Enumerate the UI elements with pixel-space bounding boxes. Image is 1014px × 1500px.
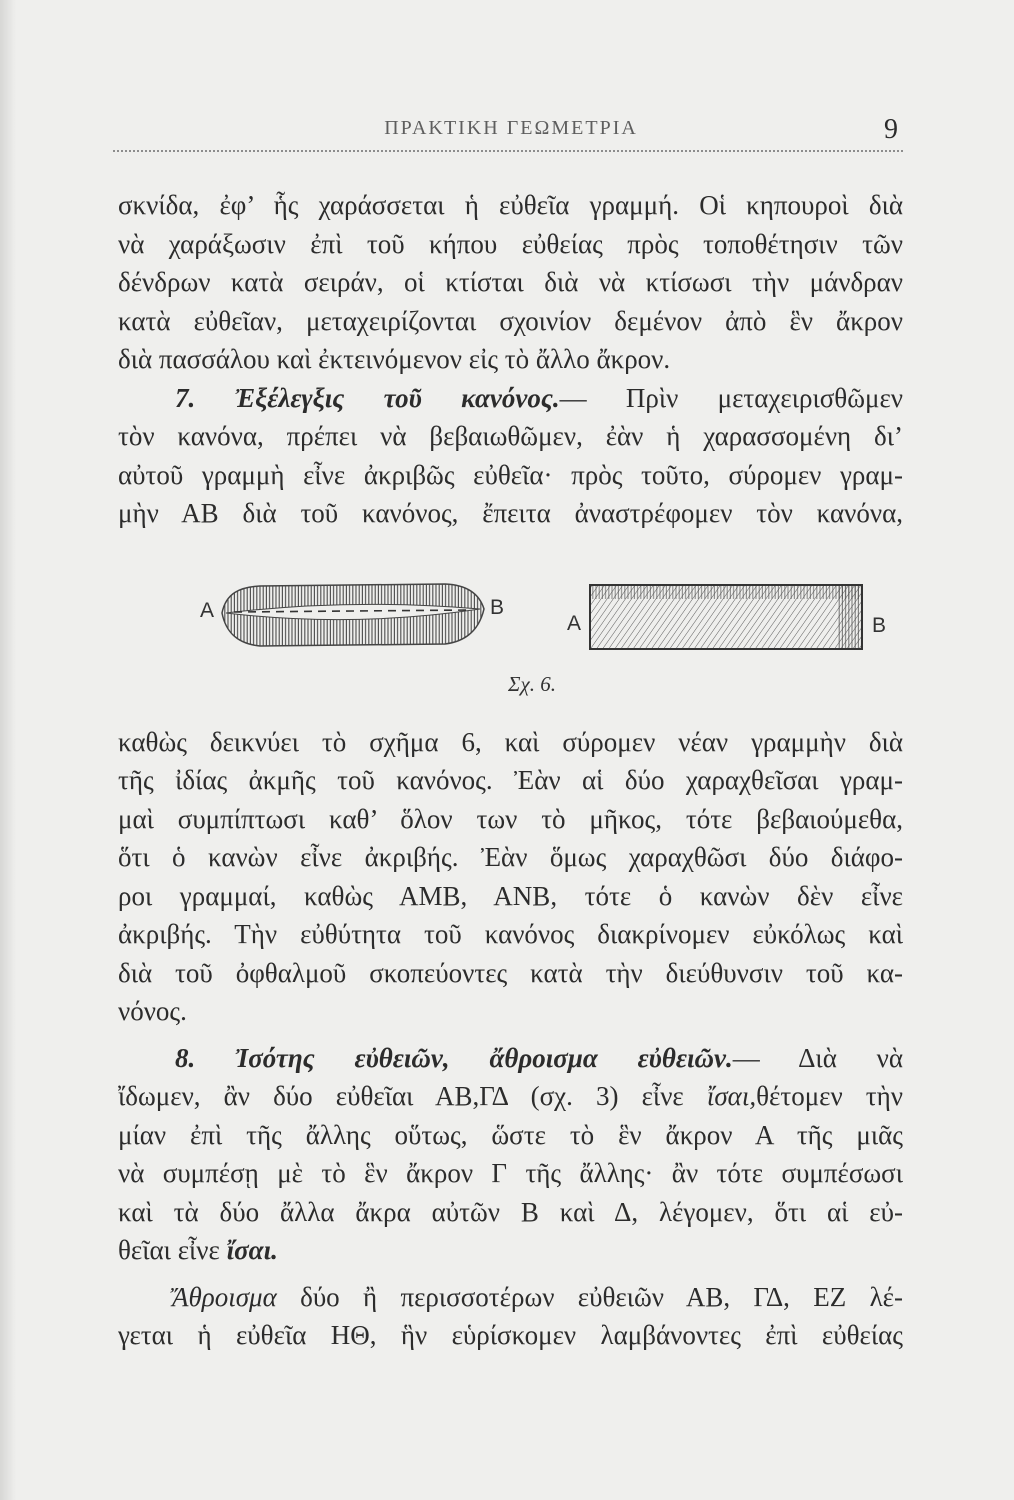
section-8-line-text: θεῖαι εἶνε xyxy=(118,1235,227,1265)
section-7-line: νόνος. xyxy=(118,996,187,1026)
section-7-lead-text: — Πρὶν μεταχειρισθῶμεν xyxy=(559,382,903,413)
section-7-line: ροι γραμμαί, καθὼς ΑΜΒ, ΑΝΒ, τότε ὁ κανὼν δὲν εἶνε xyxy=(118,880,903,911)
section-8-line-text: θέτομεν τὴν xyxy=(756,1081,903,1111)
section-7-line: καθὼς δεικνύει τὸ σχῆμα 6, καὶ σύρομεν νέαν γραμμὴν διὰ xyxy=(118,726,903,757)
figure-6-caption: Σχ. 6. xyxy=(508,671,556,696)
section-8-title: Ἰσότης εὐθειῶν, ἄθροισμα εὐθειῶν. xyxy=(235,1042,733,1073)
curved-ruler-start-label: A xyxy=(199,598,214,622)
curved-ruler-end-label: B xyxy=(490,595,505,619)
section-7-line: ὅτι ὁ κανὼν εἶνε ἀκριβής. Ἐὰν ὅμως χαραχθῶσι δύο διάφο- xyxy=(118,842,903,872)
running-title: ΠΡΑΚΤΙΚΗ ΓΕΩΜΕΤΡΙΑ xyxy=(384,117,638,139)
section-7-line: μὴν ΑΒ διὰ τοῦ κανόνος, ἔπειτα ἀναστρέφομεν τὸν κανόνα, xyxy=(118,498,903,528)
equal-emphasis: ἴσαι. xyxy=(226,1235,278,1265)
section-8-paragraph xyxy=(118,1039,903,1270)
straight-ruler-start-label: A xyxy=(566,611,581,635)
section-7-line: αὐτοῦ γραμμὴ εἶνε ἀκριβῶς εὐθεῖα· πρὸς τοῦτο, σύρομεν γραμ- xyxy=(118,459,903,490)
intro-line: σκνίδα, ἐφ’ ἧς χαράσσεται ἡ εὐθεῖα γραμμή. Οἱ κηπουροὶ διὰ xyxy=(118,190,903,220)
section-8-line: καὶ τὰ δύο ἄλλα ἄκρα αὐτῶν Β καὶ Δ, λέγομεν, ὅτι αἱ εὐ- xyxy=(118,1196,903,1227)
intro-line: δένδρων κατὰ σειράν, οἱ κτίσται διὰ νὰ κτίσωσι τὴν μάνδραν xyxy=(118,267,903,297)
sum-line xyxy=(118,1278,903,1317)
section-8-line-text: ἴδωμεν, ἂν δύο εὐθεῖαι ΑΒ,ΓΔ (σχ. 3) εἶνε xyxy=(118,1081,707,1111)
intro-line: κατὰ εὐθεῖαν, μεταχειρίζονται σχοινίον δεμένον ἀπὸ ἓν ἄκρον xyxy=(118,305,903,336)
equal-emphasis: ἴσαι, xyxy=(706,1081,757,1111)
sum-term: Ἄθροισμα xyxy=(172,1281,277,1312)
paragraph-gap xyxy=(118,1031,903,1039)
figure-6-drawing xyxy=(118,533,903,723)
scan-left-edge-shadow xyxy=(0,0,16,1500)
section-7-line: διὰ τοῦ ὀφθαλμοῦ σκοπεύοντες κατὰ τὴν διεύθυνσιν τοῦ κα- xyxy=(118,957,903,988)
section-7-title: Ἐξέλεγξις τοῦ κανόνος. xyxy=(234,382,560,413)
section-7-number: 7. xyxy=(175,382,196,413)
intro-line: νὰ χαράξωσιν ἐπὶ τοῦ κήπου εὐθείας πρὸς τοποθέτησιν τῶν xyxy=(118,228,903,259)
straight-ruler-right-end xyxy=(838,586,861,648)
section-7-line: τῆς ἰδίας ἀκμῆς τοῦ κανόνος. Ἐὰν αἱ δύο χαραχθεῖσαι γραμ- xyxy=(118,765,903,795)
intro-paragraph xyxy=(118,186,903,379)
sum-paragraph xyxy=(118,1278,903,1355)
section-8-lead-text: — Διὰ νὰ xyxy=(732,1042,903,1073)
straight-ruler-end-label: B xyxy=(872,613,887,637)
page-number: 9 xyxy=(884,114,898,145)
sum-line: γεται ἡ εὐθεῖα ΗΘ, ἣν εὑρίσκομεν λαμβάνοντες ἐπὶ εὐθείας xyxy=(118,1320,903,1350)
section-8-number: 8. xyxy=(175,1042,196,1073)
section-8-line: μίαν ἐπὶ τῆς ἄλλης οὕτως, ὥστε τὸ ἓν ἄκρον Α τῆς μιᾶς xyxy=(118,1119,903,1150)
section-8-line: νὰ συμπέσῃ μὲ τὸ ἓν ἄκρον Γ τῆς ἄλλης· ἂν τότε συμπέσωσι xyxy=(118,1158,903,1188)
paragraph-gap xyxy=(118,1270,903,1278)
intro-line: διὰ πασσάλου καὶ ἐκτεινόμενον εἰς τὸ ἄλλο ἄκρον. xyxy=(118,344,671,374)
section-7-line: τὸν κανόνα, πρέπει νὰ βεβαιωθῶμεν, ἐὰν ἡ χαρασσομένη δι’ xyxy=(118,421,903,451)
section-7-line: μαὶ συμπίπτωσι καθ’ ὅλον των τὸ μῆκος, τότε βεβαιούμεθα, xyxy=(118,803,903,834)
section-7-paragraph xyxy=(118,379,903,1031)
figure-6 xyxy=(118,533,903,723)
section-8-line xyxy=(118,1077,903,1116)
sum-line-text: δύο ἢ περισσοτέρων εὐθειῶν ΑΒ, ΓΔ, ΕΖ λέ- xyxy=(276,1281,903,1312)
section-7-heading-line xyxy=(118,379,903,418)
text-column xyxy=(118,186,903,1355)
straight-ruler-top-band xyxy=(591,586,861,599)
section-8-closing-line xyxy=(118,1231,903,1270)
header-dotted-rule xyxy=(113,150,905,152)
section-7-line: ἀκριβής. Τὴν εὐθύτητα τοῦ κανόνος διακρίνομεν εὐκόλως καὶ xyxy=(118,919,903,949)
section-8-heading-line xyxy=(118,1039,903,1078)
